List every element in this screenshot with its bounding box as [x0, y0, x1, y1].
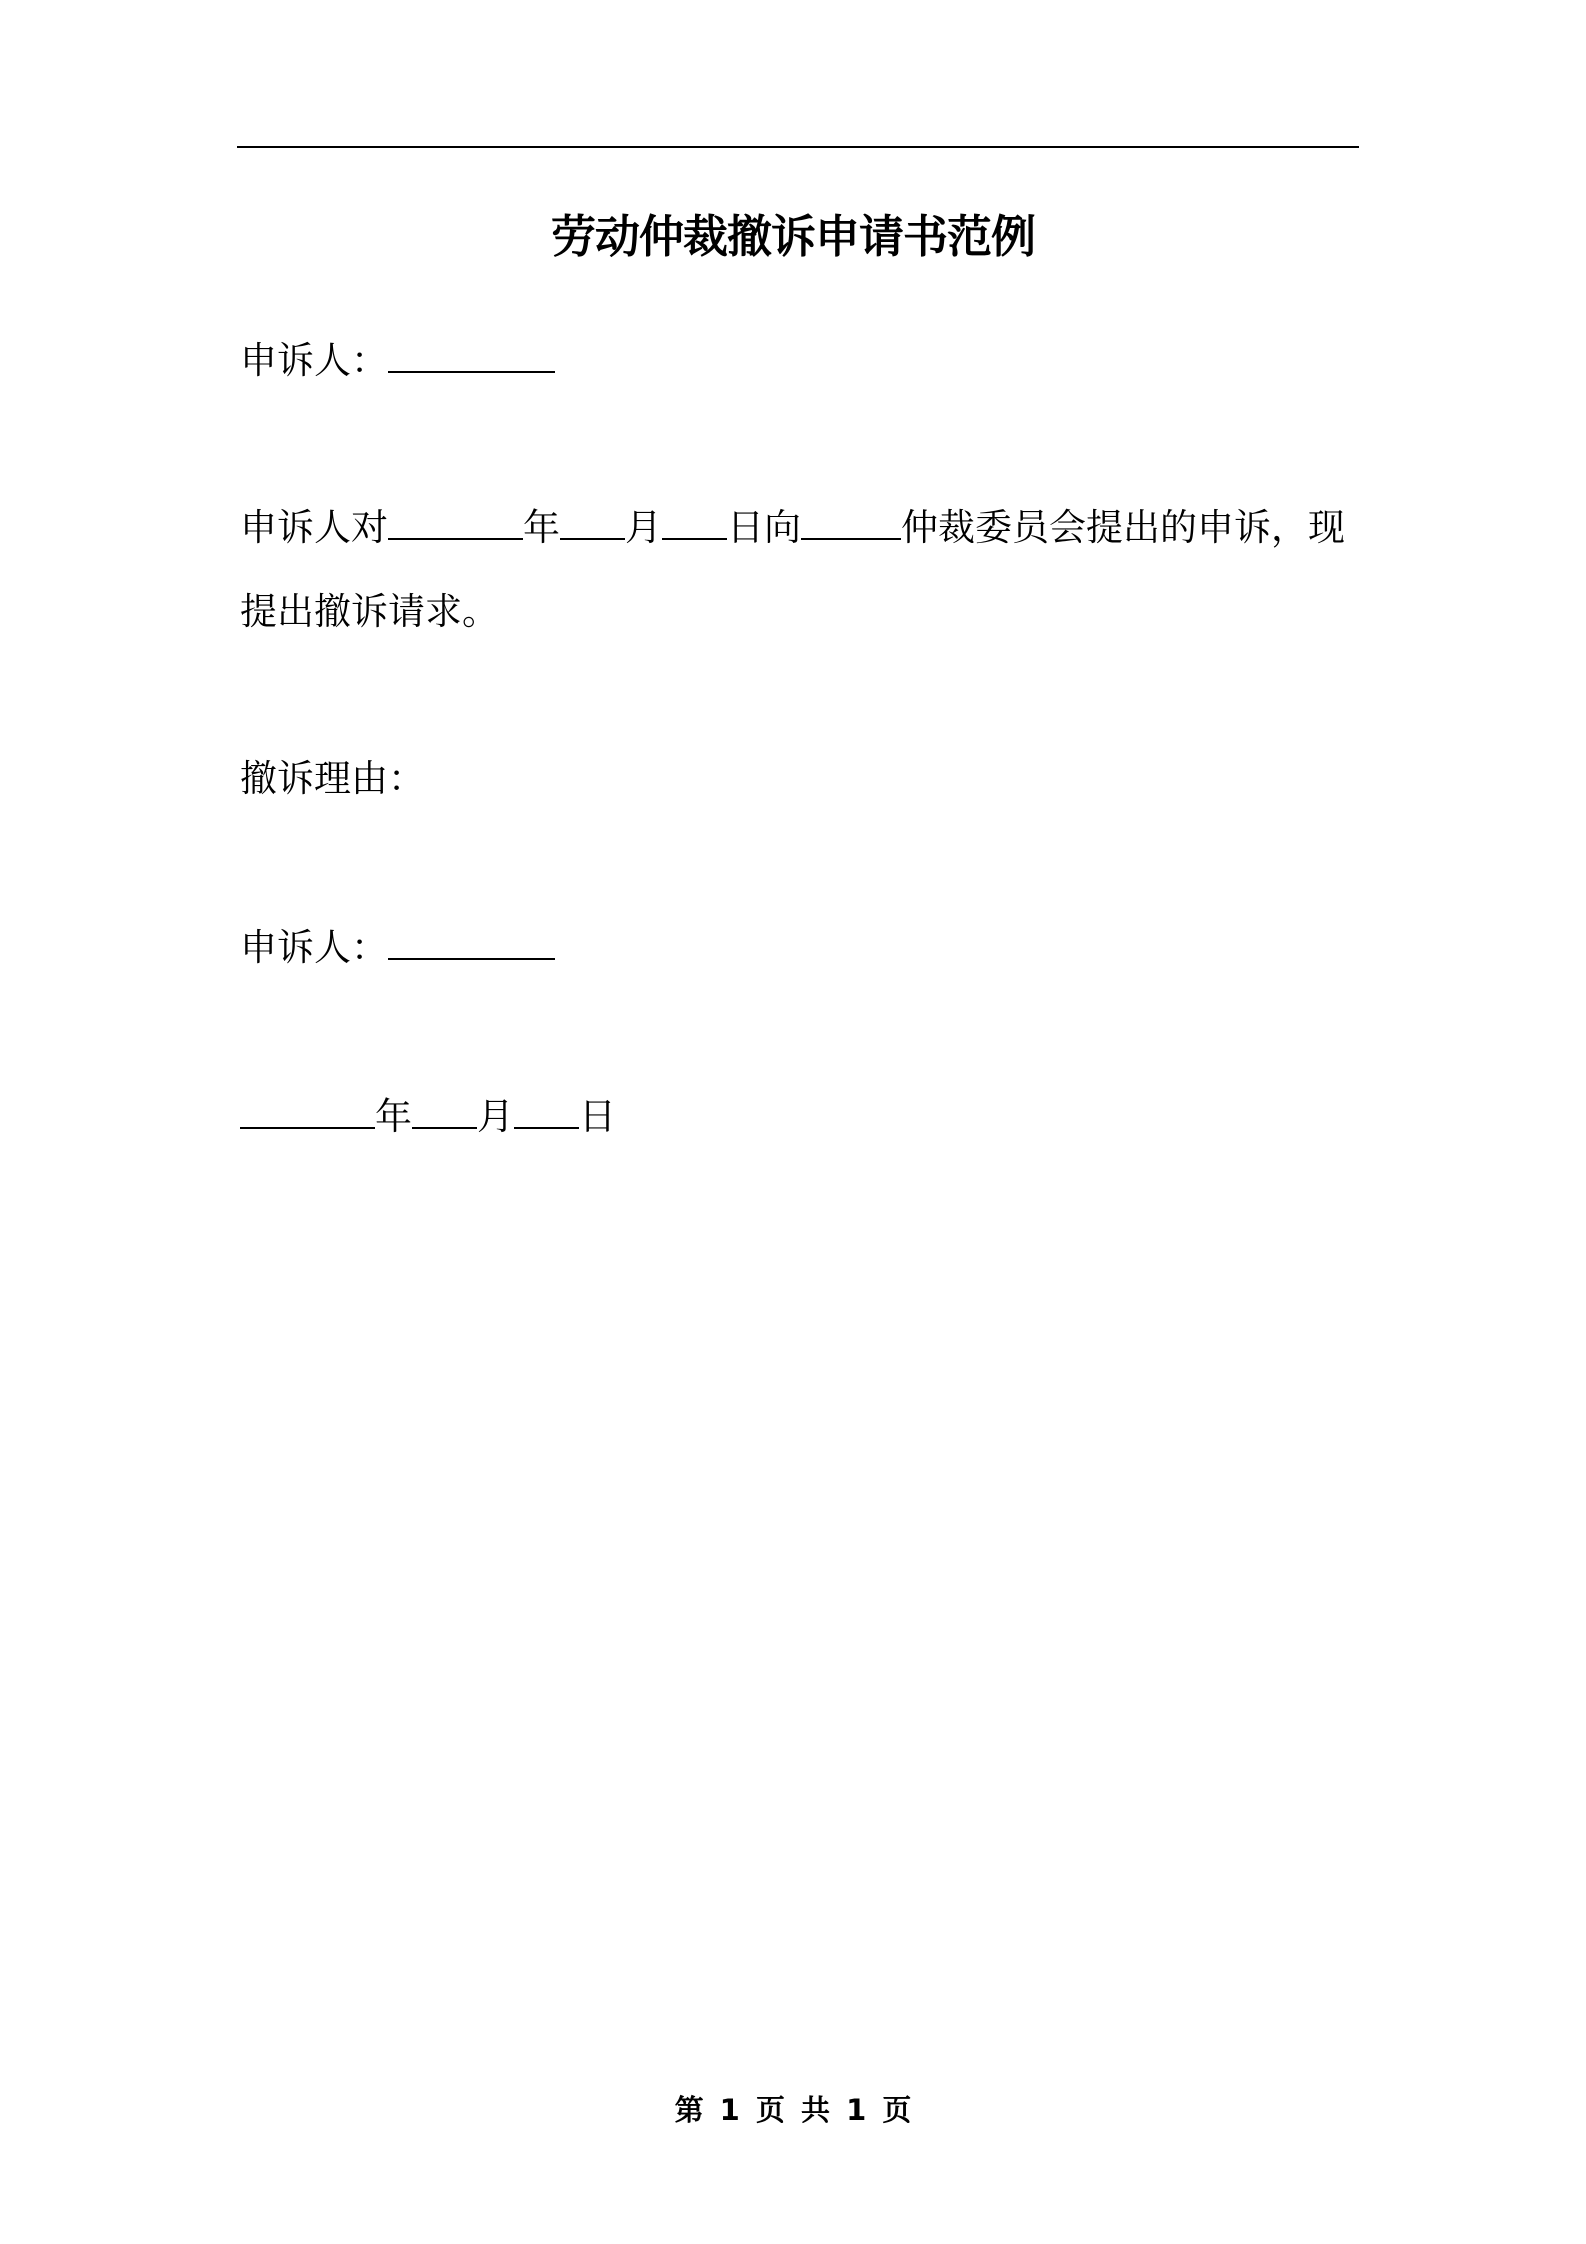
statement-text-3: 提出撤诉请求。: [240, 590, 499, 633]
statement-line-1: [240, 502, 1345, 554]
sign-year-label: 年: [375, 1095, 412, 1138]
year-label: 年: [523, 506, 560, 549]
applicant-label: 申诉人：: [240, 339, 388, 382]
page-footer: 第 1 页 共 1 页: [674, 2093, 912, 2127]
reason-label: 撤诉理由：: [240, 757, 425, 800]
document-title: 劳动仲裁撤诉申请书范例: [550, 210, 1035, 263]
sign-day-label: 日: [579, 1095, 616, 1138]
statement-line-2: [240, 586, 499, 638]
applicant-name-blank[interactable]: [388, 341, 555, 373]
applicant-line-top: [240, 335, 555, 387]
applicant-signature-blank[interactable]: [388, 928, 555, 960]
sign-day-blank[interactable]: [514, 1097, 579, 1129]
statement-text-1: 申诉人对: [240, 506, 388, 549]
committee-blank[interactable]: [801, 508, 901, 540]
month-label: 月: [625, 506, 662, 549]
year-blank[interactable]: [388, 508, 523, 540]
date-line: [240, 1091, 616, 1143]
sign-year-blank[interactable]: [240, 1097, 375, 1129]
applicant-line-bottom: [240, 922, 555, 974]
month-blank[interactable]: [560, 508, 625, 540]
sign-month-blank[interactable]: [412, 1097, 477, 1129]
reason-line: [240, 753, 425, 805]
day-blank[interactable]: [662, 508, 727, 540]
header-rule: [237, 146, 1359, 148]
sign-month-label: 月: [477, 1095, 514, 1138]
applicant-label-bottom: 申诉人：: [240, 926, 388, 969]
statement-text-2: 仲裁委员会提出的申诉，现: [901, 506, 1345, 549]
day-to-label: 日向: [727, 506, 801, 549]
